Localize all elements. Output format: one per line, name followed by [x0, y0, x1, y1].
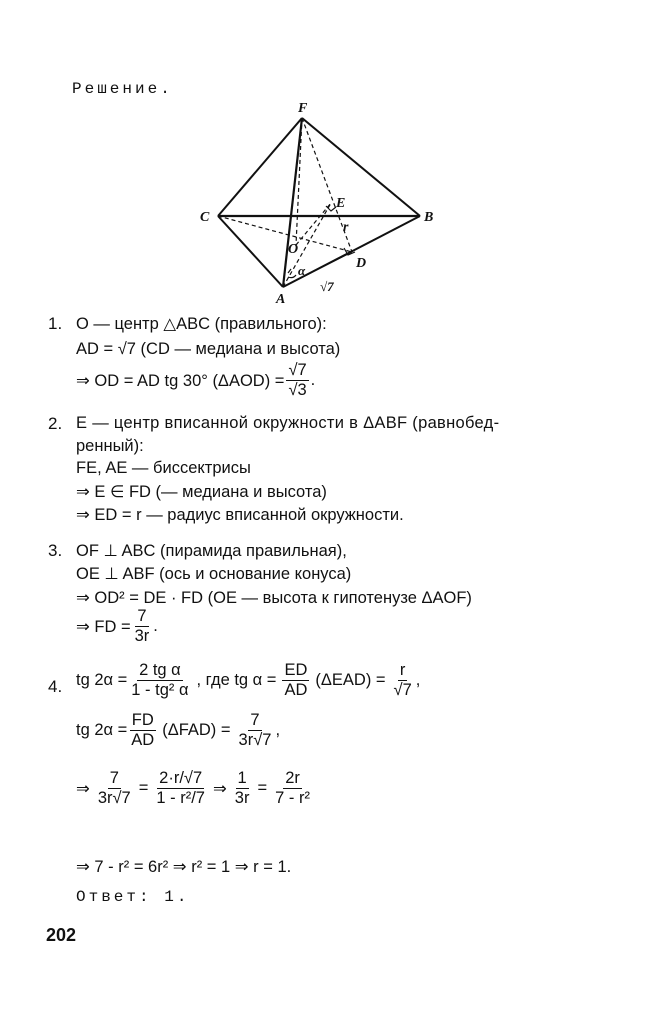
- step2-line2: ренный):: [76, 437, 144, 455]
- label-O: O: [288, 242, 299, 257]
- step1-line3-pre: ⇒ OD = AD tg 30° (ΔAOD) =: [76, 371, 285, 390]
- step3-number: 3.: [48, 541, 63, 560]
- label-E: E: [336, 196, 346, 211]
- step4-line-d: ⇒ 7 - r² = 6r² ⇒ r² = 1 ⇒ r = 1.: [76, 858, 292, 876]
- step4c-frac2-num: 1: [236, 770, 249, 789]
- step4c-bigfrac-num: 2·r/√7: [157, 770, 204, 789]
- step4a-end: ,: [415, 671, 421, 690]
- step4-line-a: [76, 662, 420, 700]
- step4b-frac2-den: 3r√7: [238, 731, 272, 750]
- label-alpha: α: [298, 263, 306, 278]
- step1-frac-den: √3: [288, 381, 307, 400]
- label-F: F: [298, 101, 308, 116]
- edge-FA: [283, 118, 302, 287]
- step4-line-b: [76, 712, 280, 750]
- step3-line3: ⇒ OD² = DE · FD (OE — высота к гипотенузе ΔAOF): [76, 589, 472, 607]
- step4c-eq2: =: [257, 779, 268, 798]
- step4b-end: ,: [275, 721, 281, 740]
- step1-frac-num: √7: [286, 362, 308, 381]
- step4a-mid2: (ΔEAD) =: [315, 671, 386, 690]
- step4a-mid: , где tg α =: [196, 671, 277, 690]
- step4c-frac1-num: 7: [108, 770, 121, 789]
- step1-number: 1.: [48, 314, 63, 333]
- step4b-frac1-den: AD: [131, 731, 155, 750]
- step4c-bigfrac-den: 1 - r²/7: [156, 789, 205, 808]
- solution-heading: Решение.: [72, 80, 173, 98]
- edge-CA: [218, 216, 283, 287]
- line-OE: [296, 203, 331, 245]
- step1-line1: O — центр △ABC (правильного):: [76, 315, 327, 333]
- step1-line3-end: .: [310, 371, 316, 390]
- step2-line4: ⇒ E ∈ FD (— медиана и высота): [76, 483, 327, 501]
- step4a-frac3-num: r: [398, 662, 408, 681]
- step4c-pre: ⇒: [76, 779, 90, 798]
- small-mark-A: [288, 269, 291, 273]
- step4c-frac3-den: 7 - r²: [275, 789, 310, 808]
- step4c-frac1-den: 3r√7: [97, 789, 131, 808]
- line-AD: [283, 252, 352, 287]
- step4a-frac2-num: ED: [282, 662, 309, 681]
- step3-line4: [76, 608, 158, 646]
- step3-frac-num: 7: [135, 608, 148, 627]
- step4b-pre: tg 2α =: [76, 721, 128, 740]
- step4c-frac2-den: 3r: [234, 789, 250, 808]
- step4b-frac2-num: 7: [248, 712, 261, 731]
- angle-alpha-arc: [288, 275, 296, 278]
- step4b-frac1-num: FD: [130, 712, 156, 731]
- step2-line1: E — центр вписанной окружности в ΔABF (равнобед-: [76, 414, 500, 432]
- label-A: A: [276, 292, 286, 307]
- step1-line2: AD = √7 (CD — медиана и высота): [76, 340, 341, 358]
- step1-line3: [76, 362, 315, 400]
- step3-line2: OE ⊥ ABF (ось и основание конуса): [76, 565, 352, 583]
- step4a-frac2-den: AD: [284, 681, 308, 700]
- median-CD: [218, 216, 352, 252]
- step4c-arrow: ⇒: [212, 779, 227, 798]
- step4c-eq: =: [138, 779, 149, 798]
- answer: Ответ: 1.: [76, 888, 190, 906]
- step4a-pre: tg 2α =: [76, 671, 128, 690]
- step2-number: 2.: [48, 414, 63, 433]
- label-r: r: [343, 220, 349, 235]
- step4a-frac1-num: 2 tg α: [137, 662, 183, 681]
- label-C: C: [200, 210, 210, 225]
- step3-line4-end: .: [153, 617, 158, 636]
- label-D: D: [356, 256, 367, 271]
- step4-number: 4.: [48, 677, 63, 696]
- step4b-mid: (ΔFAD) =: [162, 721, 231, 740]
- step4-line-c: [76, 770, 314, 808]
- step3-line4-pre: ⇒ FD =: [76, 617, 131, 636]
- step3-frac-den: 3r: [134, 627, 150, 646]
- label-B: B: [424, 210, 434, 225]
- edge-FC: [218, 118, 302, 216]
- step2-line3: FE, AE — биссектрисы: [76, 459, 251, 477]
- step3-line1: OF ⊥ ABC (пирамида правильная),: [76, 542, 347, 560]
- step4a-frac3-den: √7: [393, 681, 412, 700]
- step2-line5: ⇒ ED = r — радиус вписанной окружности.: [76, 506, 404, 524]
- step4c-frac3-num: 2r: [283, 770, 302, 789]
- page-number: 202: [46, 925, 77, 945]
- step4a-frac1-den: 1 - tg² α: [131, 681, 189, 700]
- label-sqrt7: √7: [320, 279, 334, 294]
